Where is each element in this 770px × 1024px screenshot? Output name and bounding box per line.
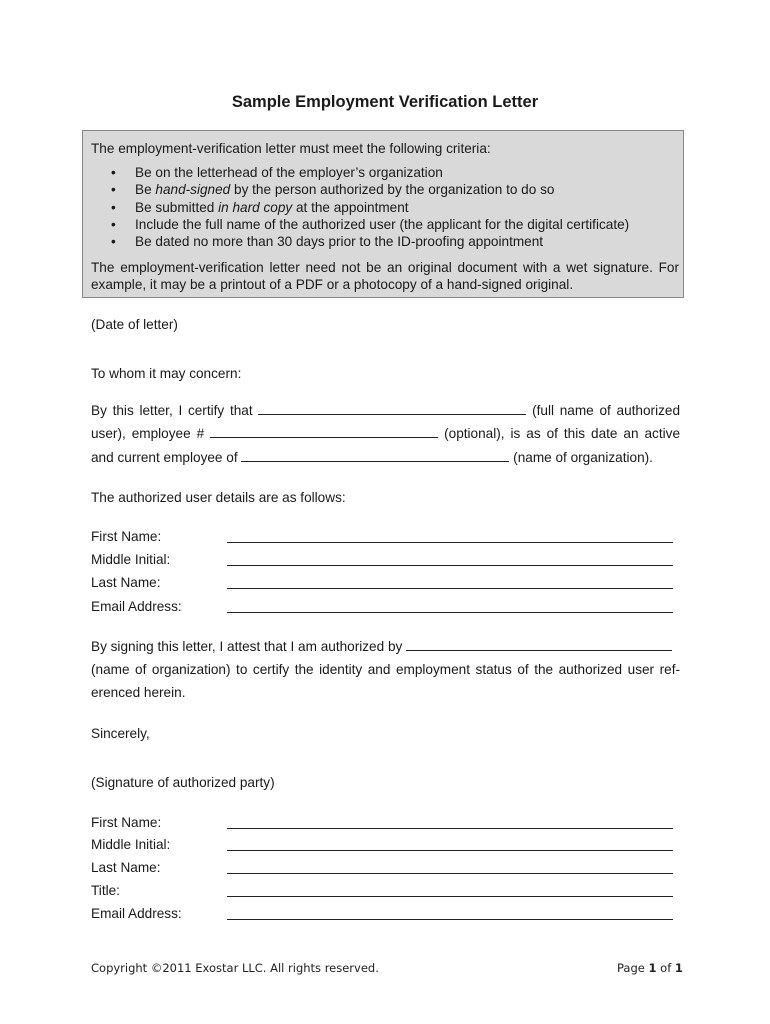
certify-line-3 xyxy=(91,449,653,466)
full-name-blank[interactable] xyxy=(258,402,526,415)
attest-line-2: (name of organization) to certify the identity and employment status of the authorized user ref- xyxy=(91,662,680,677)
certify-line-1 xyxy=(91,402,680,419)
certify-text: (name of organization). xyxy=(513,450,653,465)
certify-line-2 xyxy=(91,425,680,442)
signer-email-label: Email Address: xyxy=(91,906,182,921)
attest-line-3: erenced herein. xyxy=(91,685,186,700)
criteria-item-text: Be xyxy=(135,182,156,198)
of-word: of xyxy=(660,961,672,975)
user-last-name-line[interactable] xyxy=(227,588,673,589)
criteria-item-text: Be on the letterhead of the employer’s organization xyxy=(135,165,443,180)
criteria-item-text: at the appointment xyxy=(292,199,409,215)
criteria-item-text: by the person authorized by the organization to do so xyxy=(230,182,555,198)
user-middle-initial-label: Middle Initial: xyxy=(91,552,171,567)
user-first-name-label: First Name: xyxy=(91,529,162,544)
signer-email-line[interactable] xyxy=(227,919,673,920)
attest-text: By signing this letter, I attest that I am authorized by xyxy=(91,639,403,654)
organization-name-blank[interactable] xyxy=(241,449,509,462)
user-details-intro: The authorized user details are as follows: xyxy=(91,490,346,505)
user-first-name-line[interactable] xyxy=(227,542,673,543)
criteria-box xyxy=(82,130,684,298)
employee-number-blank[interactable] xyxy=(210,425,438,438)
user-last-name-label: Last Name: xyxy=(91,575,161,590)
date-of-letter: (Date of letter) xyxy=(91,317,178,332)
signer-first-name-label: First Name: xyxy=(91,815,162,830)
criteria-note: The employment-verification letter need not be an original document with a wet signature. For example, it may be a printout of a PDF or a photocopy of a hand-signed original. xyxy=(91,260,679,293)
signer-first-name-line[interactable] xyxy=(227,828,673,829)
criteria-item xyxy=(101,164,629,181)
signature-label: (Signature of authorized party) xyxy=(91,775,275,790)
certify-text: (optional), is as of this date an active xyxy=(444,426,681,441)
certify-text: By this letter, I certify that xyxy=(91,403,253,418)
page-word: Page xyxy=(617,961,645,975)
certify-text: and current employee of xyxy=(91,450,238,465)
criteria-item xyxy=(101,233,629,250)
criteria-intro: The employment-verification letter must meet the following criteria: xyxy=(91,141,491,156)
signer-middle-initial-line[interactable] xyxy=(227,850,673,851)
user-middle-initial-line[interactable] xyxy=(227,565,673,566)
footer-copyright: Copyright ©2011 Exostar LLC. All rights reserved. xyxy=(91,961,379,975)
certify-text: (full name of authorized xyxy=(532,403,681,418)
criteria-item xyxy=(101,216,629,233)
user-email-label: Email Address: xyxy=(91,599,182,614)
criteria-item-text: Be submitted xyxy=(135,199,219,215)
signer-last-name-line[interactable] xyxy=(227,873,673,874)
criteria-list xyxy=(101,164,629,250)
attest-organization-blank[interactable] xyxy=(406,638,672,651)
criteria-item-text: Include the full name of the authorized user (the applicant for the digital certificate) xyxy=(135,216,630,232)
user-email-line[interactable] xyxy=(227,612,673,613)
criteria-item-emphasis: in hard copy xyxy=(218,199,293,215)
footer-page-number xyxy=(617,961,683,975)
salutation: To whom it may concern: xyxy=(91,366,242,381)
attest-line-1 xyxy=(91,638,672,655)
criteria-item-emphasis: hand-signed xyxy=(155,182,231,198)
certify-text: user), employee # xyxy=(91,426,205,441)
letter-title: Sample Employment Verification Letter xyxy=(231,93,539,111)
criteria-item-text: Be dated no more than 30 days prior to the ID-proofing appointment xyxy=(135,234,544,250)
signer-title-label: Title: xyxy=(91,883,120,898)
closing: Sincerely, xyxy=(91,726,150,741)
page-total: 1 xyxy=(674,961,683,975)
signer-last-name-label: Last Name: xyxy=(91,860,161,875)
signer-middle-initial-label: Middle Initial: xyxy=(91,837,171,852)
criteria-item xyxy=(101,181,629,198)
page-current: 1 xyxy=(648,961,657,975)
criteria-item xyxy=(101,199,629,216)
signer-title-line[interactable] xyxy=(227,896,673,897)
